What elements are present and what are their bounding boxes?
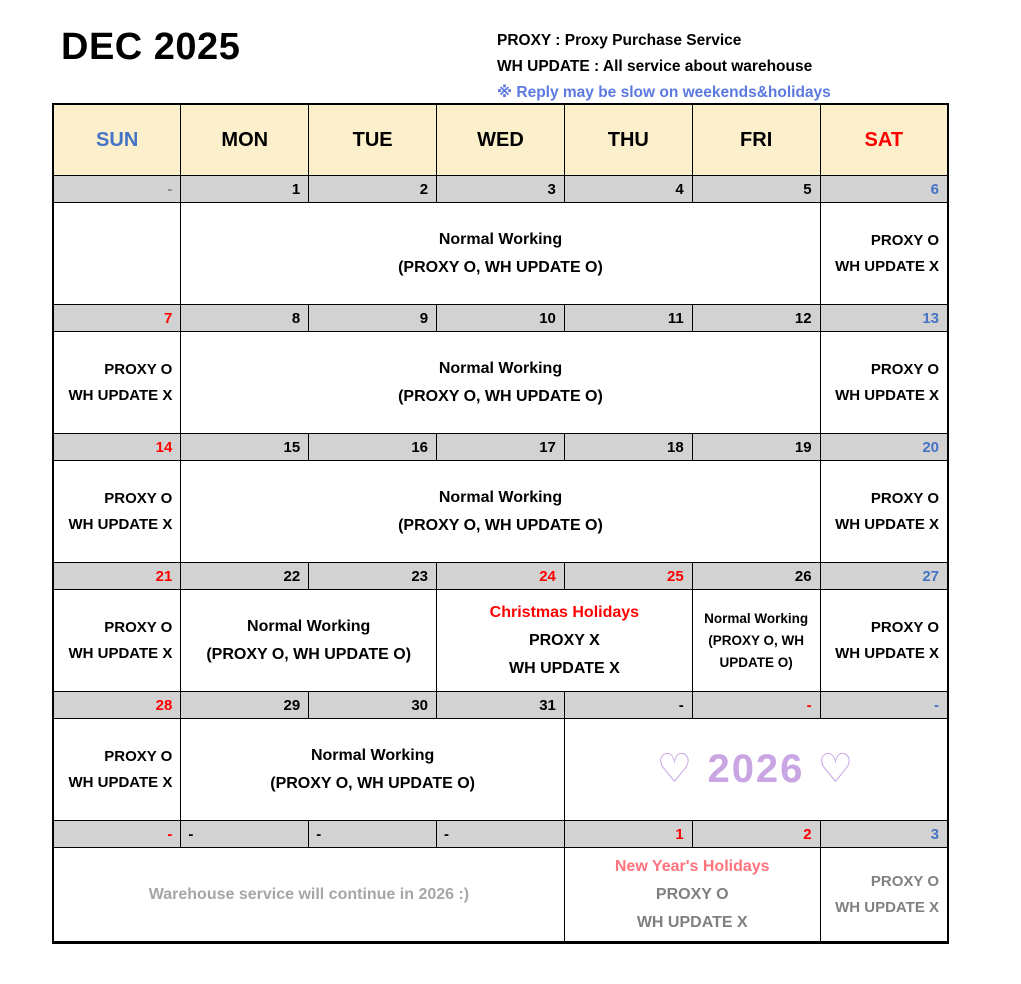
normal-working-cell <box>181 461 820 563</box>
date-cell: 13 <box>820 305 948 332</box>
date-cell: 24 <box>437 563 565 590</box>
date-row <box>53 692 948 719</box>
date-cell: - <box>309 821 437 848</box>
weekend-service-cell-line: PROXY O <box>870 360 939 378</box>
date-row <box>53 434 948 461</box>
date-cell: 28 <box>53 692 181 719</box>
content-row <box>53 332 948 434</box>
warehouse-notice-cell-line: Warehouse service will continue in 2026 :) <box>148 886 470 903</box>
normal-working-cell-line: Normal Working <box>438 230 563 248</box>
weekday-header-tue: TUE <box>309 104 437 176</box>
normal-working-cell-line: Normal Working <box>438 359 563 377</box>
date-cell: 19 <box>692 434 820 461</box>
normal-working-cell <box>181 590 437 692</box>
weekday-header-mon: MON <box>181 104 309 176</box>
legend-reply-note: ※ Reply may be slow on weekends&holidays <box>497 84 831 101</box>
calendar-body <box>53 104 948 943</box>
normal-working-cell-line: Normal Working <box>310 746 435 764</box>
date-cell: 31 <box>437 692 565 719</box>
page-title: DEC 2025 <box>61 26 241 68</box>
date-cell: 2 <box>692 821 820 848</box>
weekend-service-cell-line: WH UPDATE X <box>835 257 939 275</box>
weekday-header-sun: SUN <box>53 104 181 176</box>
weekend-service-cell <box>820 848 948 943</box>
weekend-service-cell-line: WH UPDATE X <box>835 386 939 404</box>
date-cell: - <box>437 821 565 848</box>
weekday-header-fri: FRI <box>692 104 820 176</box>
normal-working-cell-line: Normal Working <box>438 488 563 506</box>
date-cell: 6 <box>820 176 948 203</box>
weekend-service-cell-line: PROXY O <box>870 489 939 507</box>
date-row <box>53 563 948 590</box>
date-cell: 8 <box>181 305 309 332</box>
normal-working-cell <box>181 719 565 821</box>
date-cell: 17 <box>437 434 565 461</box>
weekday-header-wed: WED <box>437 104 565 176</box>
date-cell: 18 <box>564 434 692 461</box>
weekend-service-cell <box>53 719 181 821</box>
weekend-service-cell <box>820 590 948 692</box>
content-row <box>53 848 948 943</box>
weekend-service-cell <box>820 461 948 563</box>
weekend-service-cell-line: WH UPDATE X <box>68 773 173 791</box>
new-year-holidays-cell <box>564 848 820 943</box>
weekday-header-thu: THU <box>564 104 692 176</box>
weekend-service-cell-line: PROXY O <box>870 618 939 636</box>
date-cell: 30 <box>309 692 437 719</box>
legend <box>497 28 831 106</box>
normal-working-cell <box>692 590 820 692</box>
date-cell: 25 <box>564 563 692 590</box>
date-row <box>53 821 948 848</box>
date-cell: 20 <box>820 434 948 461</box>
weekend-service-cell-line: WH UPDATE X <box>68 386 173 404</box>
normal-working-cell-line: Normal Working <box>704 610 809 626</box>
date-row <box>53 305 948 332</box>
christmas-holidays-cell <box>437 590 693 692</box>
date-cell: 10 <box>437 305 565 332</box>
normal-working-cell-line: (PROXY O, WH UPDATE O) <box>398 516 603 534</box>
date-cell: - <box>820 692 948 719</box>
weekend-service-cell-line: WH UPDATE X <box>835 515 939 533</box>
weekday-header-sat: SAT <box>820 104 948 176</box>
date-cell: 5 <box>692 176 820 203</box>
christmas-holidays-cell-line: WH UPDATE X <box>508 659 620 677</box>
normal-working-cell <box>181 203 820 305</box>
normal-working-cell <box>181 332 820 434</box>
legend-wh-update: WH UPDATE : All service about warehouse <box>497 58 813 75</box>
weekend-service-cell-line: PROXY O <box>104 618 173 636</box>
year-2026-cell <box>564 719 948 821</box>
new-year-holidays-cell-line: PROXY O <box>655 885 729 903</box>
date-cell: - <box>564 692 692 719</box>
date-cell: 27 <box>820 563 948 590</box>
date-cell: 29 <box>181 692 309 719</box>
date-cell: 2 <box>309 176 437 203</box>
weekday-header-row <box>53 104 948 176</box>
date-cell: 1 <box>564 821 692 848</box>
normal-working-cell-line: Normal Working <box>247 617 371 635</box>
date-cell: 4 <box>564 176 692 203</box>
content-row <box>53 719 948 821</box>
weekend-service-cell <box>53 590 181 692</box>
normal-working-cell-line: (PROXY O, WH UPDATE O) <box>398 258 603 276</box>
year-2026-cell-line: ♡ 2026 ♡ <box>656 747 856 791</box>
empty-weekend-cell <box>53 203 181 305</box>
weekend-service-cell-line: WH UPDATE X <box>835 644 939 662</box>
date-cell: 9 <box>309 305 437 332</box>
weekend-service-cell <box>820 203 948 305</box>
date-cell: 14 <box>53 434 181 461</box>
weekend-service-cell-line: PROXY O <box>870 231 939 249</box>
weekend-service-cell-line: PROXY O <box>104 360 173 378</box>
date-cell: - <box>181 821 309 848</box>
date-cell: 23 <box>309 563 437 590</box>
weekend-service-cell-line: WH UPDATE X <box>68 644 173 662</box>
date-cell: - <box>53 176 181 203</box>
calendar-table <box>52 103 949 944</box>
normal-working-cell-line: (PROXY O, WH UPDATE O) <box>206 645 412 663</box>
weekend-service-cell <box>53 461 181 563</box>
date-cell: - <box>53 821 181 848</box>
weekend-service-cell-line: WH UPDATE X <box>68 515 173 533</box>
christmas-holidays-cell-line: PROXY X <box>528 631 600 649</box>
legend-proxy: PROXY : Proxy Purchase Service <box>497 32 742 49</box>
date-cell: 21 <box>53 563 181 590</box>
warehouse-notice-cell <box>53 848 564 943</box>
weekend-service-cell-line: PROXY O <box>104 489 173 507</box>
date-cell: 16 <box>309 434 437 461</box>
new-year-holidays-cell-line: New Year's Holidays <box>614 857 770 875</box>
date-cell: 1 <box>181 176 309 203</box>
normal-working-cell-line: (PROXY O, WH UPDATE O) <box>398 387 603 405</box>
date-row <box>53 176 948 203</box>
date-cell: 3 <box>820 821 948 848</box>
weekend-service-cell <box>820 332 948 434</box>
content-row <box>53 203 948 305</box>
date-cell: 22 <box>181 563 309 590</box>
date-cell: 3 <box>437 176 565 203</box>
date-cell: 15 <box>181 434 309 461</box>
weekend-service-cell-line: WH UPDATE X <box>835 898 939 916</box>
date-cell: 26 <box>692 563 820 590</box>
normal-working-cell-line: UPDATE O) <box>719 654 793 670</box>
new-year-holidays-cell-line: WH UPDATE X <box>636 913 748 931</box>
weekend-service-cell-line: PROXY O <box>104 747 173 765</box>
date-cell: 7 <box>53 305 181 332</box>
normal-working-cell-line: (PROXY O, WH UPDATE O) <box>270 774 475 792</box>
weekend-service-cell-line: PROXY O <box>870 872 939 890</box>
content-row <box>53 461 948 563</box>
date-cell: - <box>692 692 820 719</box>
christmas-holidays-cell-line: Christmas Holidays <box>489 603 640 621</box>
weekend-service-cell <box>53 332 181 434</box>
date-cell: 11 <box>564 305 692 332</box>
date-cell: 12 <box>692 305 820 332</box>
normal-working-cell-line: (PROXY O, WH <box>708 632 805 648</box>
content-row <box>53 590 948 692</box>
